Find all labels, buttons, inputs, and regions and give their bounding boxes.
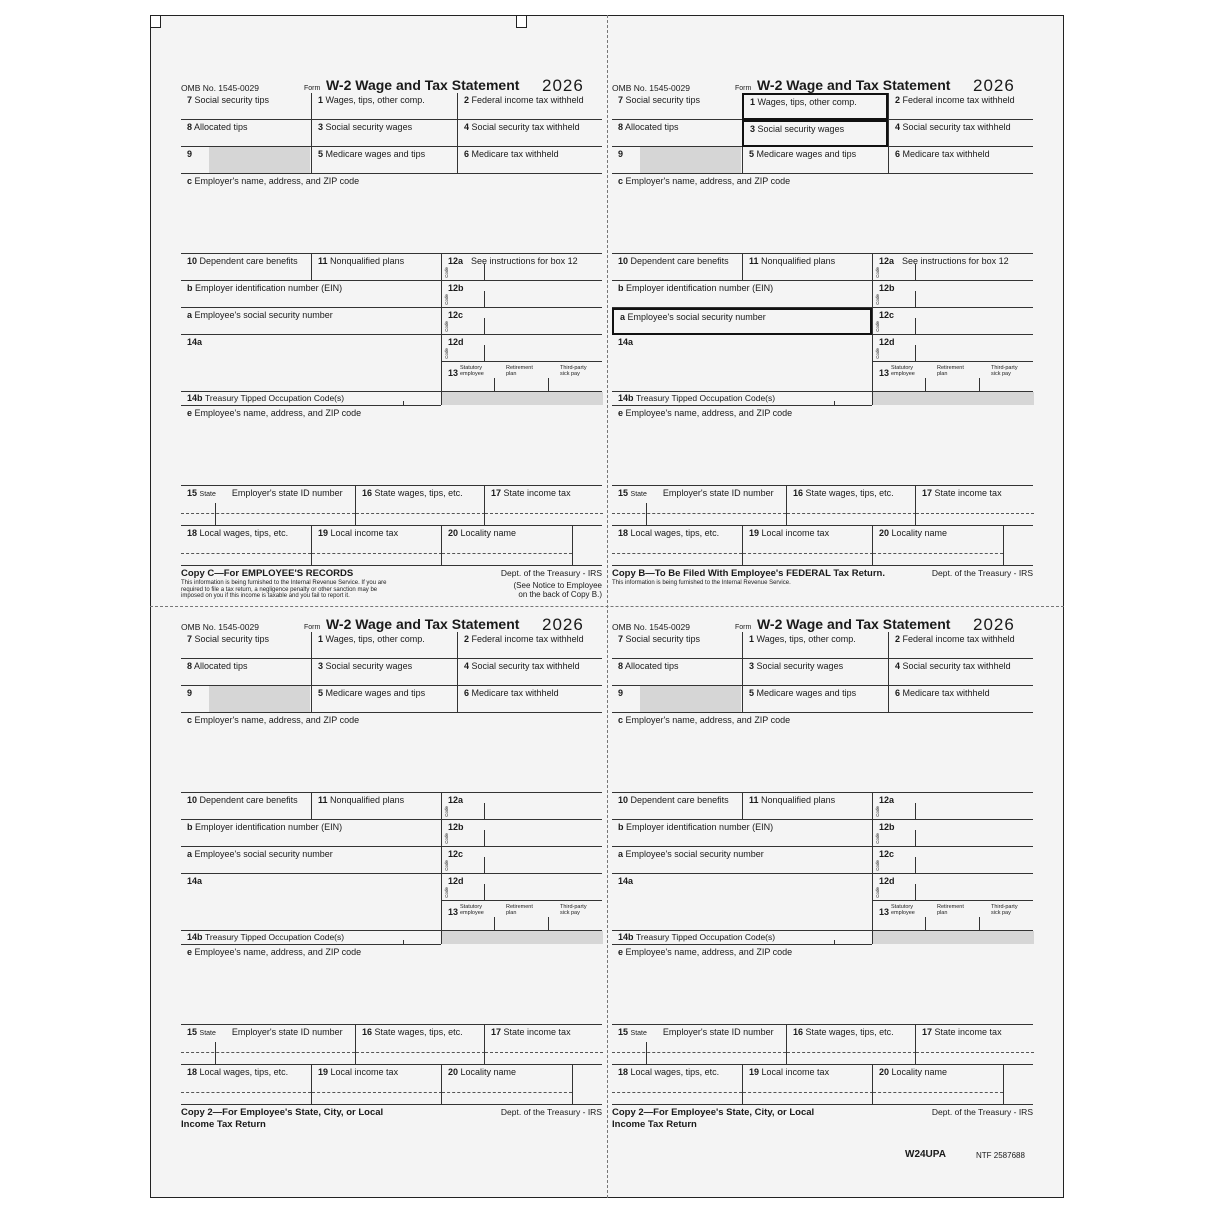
field-box-19[interactable]: 19 Local income tax	[742, 1065, 872, 1105]
field-box-10[interactable]: 10 Dependent care benefits	[181, 254, 311, 281]
form-word: Form	[304, 85, 321, 92]
field-box-3[interactable]	[311, 659, 457, 686]
code-side-label: Code	[444, 833, 449, 844]
box-label: 4 Social security tax withheld	[895, 122, 1011, 132]
w2-form-tl	[181, 76, 602, 616]
box-label: 8 Allocated tips	[618, 661, 679, 671]
form-title: W-2 Wage and Tax Statement	[326, 616, 520, 632]
employer-name-box[interactable]: c Employer's name, address, and ZIP code	[612, 174, 1033, 254]
field-box-b[interactable]: b Employer identification number (EIN)	[181, 820, 441, 847]
box-label: 7 Social security tips	[187, 634, 270, 644]
w2-form-tr	[612, 76, 1033, 616]
box-label: 3 Social security wages	[318, 661, 413, 671]
box-label: 9	[187, 149, 193, 159]
field-box-16[interactable]: 16 State wages, tips, etc.	[355, 1025, 484, 1065]
field-box-13[interactable]: 13 Statutory employee Retirement plan Third-party sick pay	[872, 362, 1033, 392]
field-box-5[interactable]	[742, 686, 888, 713]
field-box-11[interactable]: 11 Nonqualified plans	[742, 793, 872, 820]
field-box-18[interactable]: 18 Local wages, tips, etc.	[612, 526, 742, 566]
field-box-2[interactable]	[888, 93, 1033, 120]
dept-treasury: Dept. of the Treasury - IRS	[931, 1107, 1033, 1117]
field-box-1[interactable]	[742, 632, 888, 659]
field-box-11[interactable]: 11 Nonqualified plans	[311, 254, 441, 281]
tax-year: 2026	[542, 615, 584, 634]
corner-mark-left	[150, 15, 161, 28]
field-box-15[interactable]: 15 State Employer's state ID number	[181, 486, 355, 526]
box-label: 4 Social security tax withheld	[464, 661, 580, 671]
field-box-12d[interactable]: 12d	[872, 335, 1033, 362]
box-label: 5 Medicare wages and tips	[318, 149, 426, 159]
box-label: 1 Wages, tips, other comp.	[318, 634, 425, 644]
field-box-1[interactable]	[311, 93, 457, 120]
employee-name-box[interactable]: e Employee's name, address, and ZIP code	[612, 945, 1033, 1025]
field-box-a[interactable]: a Employee's social security number	[612, 308, 872, 335]
field-box-1[interactable]	[311, 632, 457, 659]
field-box-8[interactable]	[181, 120, 311, 147]
field-box-9[interactable]	[612, 686, 742, 713]
form-word: Form	[735, 624, 752, 631]
box-label: 1 Wages, tips, other comp.	[750, 97, 857, 107]
field-box-a[interactable]: a Employee's social security number	[181, 308, 441, 335]
box-label: 5 Medicare wages and tips	[318, 688, 426, 698]
field-box-2[interactable]	[457, 93, 602, 120]
field-box-16[interactable]: 16 State wages, tips, etc.	[786, 1025, 915, 1065]
employer-name-box[interactable]: c Employer's name, address, and ZIP code	[612, 713, 1033, 793]
box-label: 1 Wages, tips, other comp.	[749, 634, 856, 644]
box-label: 6 Medicare tax withheld	[464, 688, 559, 698]
code-side-label: Code	[875, 321, 880, 332]
employee-name-box[interactable]: e Employee's name, address, and ZIP code	[181, 406, 602, 486]
field-box-17[interactable]: 17 State income tax	[915, 1025, 1033, 1065]
field-box-18[interactable]: 18 Local wages, tips, etc.	[612, 1065, 742, 1105]
box-label: 9	[618, 149, 624, 159]
field-box-12a[interactable]: 12a See instructions for box 12	[872, 254, 1033, 281]
field-box-10[interactable]: 10 Dependent care benefits	[181, 793, 311, 820]
field-box-5[interactable]	[742, 147, 888, 174]
field-box-19[interactable]: 19 Local income tax	[311, 1065, 441, 1105]
field-box-4[interactable]	[457, 120, 602, 147]
code-side-label: Code	[444, 860, 449, 871]
code-side-label: Code	[875, 833, 880, 844]
field-box-5[interactable]	[311, 686, 457, 713]
form-word: Form	[735, 85, 752, 92]
box-label: 8 Allocated tips	[187, 661, 248, 671]
field-box-7[interactable]	[181, 632, 311, 659]
field-box-1[interactable]	[742, 93, 888, 120]
ntf-number: NTF 2587688	[976, 1151, 1025, 1160]
field-box-20[interactable]: 20 Locality name	[872, 1065, 1033, 1105]
field-box-a[interactable]: a Employee's social security number	[612, 847, 872, 874]
form-title: W-2 Wage and Tax Statement	[757, 77, 951, 93]
field-box-14b[interactable]: 14b Treasury Tipped Occupation Code(s)	[181, 931, 441, 945]
employer-name-box[interactable]: c Employer's name, address, and ZIP code	[181, 174, 602, 254]
field-box-2[interactable]	[888, 632, 1033, 659]
field-box-15[interactable]: 15 State Employer's state ID number	[181, 1025, 355, 1065]
field-box-14a[interactable]: 14a	[612, 335, 872, 392]
field-box-9[interactable]	[612, 147, 742, 174]
field-box-7[interactable]	[612, 632, 742, 659]
code-side-label: Code	[444, 806, 449, 817]
field-box-3[interactable]	[742, 120, 888, 147]
field-box-6[interactable]	[888, 686, 1033, 713]
field-box-5[interactable]	[311, 147, 457, 174]
field-box-a[interactable]: a Employee's social security number	[181, 847, 441, 874]
field-box-15[interactable]: 15 State Employer's state ID number	[612, 486, 786, 526]
field-box-12b[interactable]: 12b	[872, 820, 1033, 847]
field-box-14b[interactable]: 14b Treasury Tipped Occupation Code(s)	[612, 392, 872, 406]
omb-number: OMB No. 1545-0029	[181, 83, 259, 93]
field-box-13[interactable]: 13 Statutory employee Retirement plan Third-party sick pay	[441, 362, 602, 392]
field-box-8[interactable]	[612, 659, 742, 686]
field-box-6[interactable]	[457, 147, 602, 174]
box-label: 7 Social security tips	[618, 95, 701, 105]
field-box-7[interactable]	[612, 93, 742, 120]
field-box-12c[interactable]: 12c	[872, 847, 1033, 874]
code-side-label: Code	[444, 267, 449, 278]
tax-year: 2026	[542, 76, 584, 95]
box-label: 9	[618, 688, 624, 698]
form-code: W24UPA	[905, 1149, 946, 1160]
field-box-4[interactable]	[888, 659, 1033, 686]
field-box-4[interactable]	[888, 120, 1033, 147]
field-box-12c[interactable]: 12c	[441, 847, 602, 874]
field-box-17[interactable]: 17 State income tax	[484, 486, 602, 526]
omb-number: OMB No. 1545-0029	[181, 622, 259, 632]
field-box-12d[interactable]: 12d	[441, 335, 602, 362]
field-box-15[interactable]: 15 State Employer's state ID number	[612, 1025, 786, 1065]
field-box-20[interactable]: 20 Locality name	[441, 526, 602, 566]
field-box-3[interactable]	[742, 659, 888, 686]
field-box-17[interactable]: 17 State income tax	[484, 1025, 602, 1065]
box-label: 1 Wages, tips, other comp.	[318, 95, 425, 105]
code-side-label: Code	[875, 860, 880, 871]
copy-title: Copy 2—For Employee's State, City, or Local Income Tax Return	[181, 1107, 384, 1130]
field-box-b[interactable]: b Employer identification number (EIN)	[181, 281, 441, 308]
employer-name-box[interactable]: c Employer's name, address, and ZIP code	[181, 713, 602, 793]
code-side-label: Code	[444, 887, 449, 898]
notice-note: (See Notice to Employee on the back of Copy B.)	[513, 581, 602, 599]
field-box-20[interactable]: 20 Locality name	[441, 1065, 602, 1105]
field-box-16[interactable]: 16 State wages, tips, etc.	[786, 486, 915, 526]
form-word: Form	[304, 624, 321, 631]
field-box-13[interactable]: 13 Statutory employee Retirement plan Third-party sick pay	[441, 901, 602, 931]
code-side-label: Code	[875, 806, 880, 817]
field-box-b[interactable]: b Employer identification number (EIN)	[612, 281, 872, 308]
code-side-label: Code	[444, 321, 449, 332]
field-box-12b[interactable]: 12b	[872, 281, 1033, 308]
box-label: 7 Social security tips	[618, 634, 701, 644]
box-label: 3 Social security wages	[749, 661, 844, 671]
field-box-12a[interactable]: 12a See instructions for box 12	[441, 254, 602, 281]
field-box-12d[interactable]: 12d	[441, 874, 602, 901]
field-box-14b[interactable]: 14b Treasury Tipped Occupation Code(s)	[181, 392, 441, 406]
field-box-19[interactable]: 19 Local income tax	[742, 526, 872, 566]
field-box-12b[interactable]: 12b	[441, 281, 602, 308]
field-box-9[interactable]	[181, 147, 311, 174]
form-title: W-2 Wage and Tax Statement	[326, 77, 520, 93]
dept-treasury: Dept. of the Treasury - IRS	[931, 568, 1033, 578]
box-label: 2 Federal income tax withheld	[895, 634, 1015, 644]
box-label: 2 Federal income tax withheld	[464, 95, 584, 105]
field-box-12c[interactable]: 12c	[872, 308, 1033, 335]
field-box-17[interactable]: 17 State income tax	[915, 486, 1033, 526]
dept-treasury: Dept. of the Treasury - IRS	[500, 568, 602, 578]
field-box-12b[interactable]: 12b	[441, 820, 602, 847]
code-side-label: Code	[444, 348, 449, 359]
box-label: 9	[187, 688, 193, 698]
omb-number: OMB No. 1545-0029	[612, 83, 690, 93]
field-box-9[interactable]	[181, 686, 311, 713]
field-box-14a[interactable]: 14a	[181, 874, 441, 931]
field-box-10[interactable]: 10 Dependent care benefits	[612, 793, 742, 820]
field-box-20[interactable]: 20 Locality name	[872, 526, 1033, 566]
box-label: 3 Social security wages	[750, 124, 845, 134]
box-label: 3 Social security wages	[318, 122, 413, 132]
w2-form-bl	[181, 615, 602, 1155]
code-side-label: Code	[875, 267, 880, 278]
field-box-12c[interactable]: 12c	[441, 308, 602, 335]
field-box-6[interactable]	[888, 147, 1033, 174]
field-box-7[interactable]	[181, 93, 311, 120]
field-box-14a[interactable]: 14a	[612, 874, 872, 931]
code-side-label: Code	[875, 887, 880, 898]
box-label: 4 Social security tax withheld	[895, 661, 1011, 671]
field-box-b[interactable]: b Employer identification number (EIN)	[612, 820, 872, 847]
field-box-14b[interactable]: 14b Treasury Tipped Occupation Code(s)	[612, 931, 872, 945]
copy-title: Copy C—For EMPLOYEE'S RECORDS	[181, 568, 354, 579]
field-box-8[interactable]	[612, 120, 742, 147]
employee-name-box[interactable]: e Employee's name, address, and ZIP code	[181, 945, 602, 1025]
field-box-6[interactable]	[457, 686, 602, 713]
field-box-13[interactable]: 13 Statutory employee Retirement plan Third-party sick pay	[872, 901, 1033, 931]
field-box-18[interactable]: 18 Local wages, tips, etc.	[181, 526, 311, 566]
code-side-label: Code	[444, 294, 449, 305]
box-label: 6 Medicare tax withheld	[464, 149, 559, 159]
field-box-11[interactable]: 11 Nonqualified plans	[311, 793, 441, 820]
field-box-12d[interactable]: 12d	[872, 874, 1033, 901]
box-label: 4 Social security tax withheld	[464, 122, 580, 132]
copy-note: This information is being furnished to the Internal Revenue Service. If you are required to file a tax return, a negligence penalty or other sanction may be imposed on you if this income is taxable and you fail to report it.	[181, 580, 387, 599]
field-box-19[interactable]: 19 Local income tax	[311, 526, 441, 566]
code-side-label: Code	[875, 294, 880, 305]
field-box-2[interactable]	[457, 632, 602, 659]
box-label: 7 Social security tips	[187, 95, 270, 105]
copy-title: Copy 2—For Employee's State, City, or Local Income Tax Return	[612, 1107, 815, 1130]
field-box-16[interactable]: 16 State wages, tips, etc.	[355, 486, 484, 526]
field-box-3[interactable]	[311, 120, 457, 147]
corner-mark-right	[516, 15, 527, 28]
box-label: 8 Allocated tips	[618, 122, 679, 132]
field-box-11[interactable]: 11 Nonqualified plans	[742, 254, 872, 281]
field-box-12a[interactable]: 12a	[872, 793, 1033, 820]
box-label: 6 Medicare tax withheld	[895, 149, 990, 159]
box-label: 2 Federal income tax withheld	[895, 95, 1015, 105]
box-label: 5 Medicare wages and tips	[749, 688, 857, 698]
field-box-12a[interactable]: 12a	[441, 793, 602, 820]
box-label: 8 Allocated tips	[187, 122, 248, 132]
field-box-8[interactable]	[181, 659, 311, 686]
employee-name-box[interactable]: e Employee's name, address, and ZIP code	[612, 406, 1033, 486]
field-box-10[interactable]: 10 Dependent care benefits	[612, 254, 742, 281]
w2-form-br	[612, 615, 1033, 1155]
dept-treasury: Dept. of the Treasury - IRS	[500, 1107, 602, 1117]
omb-number: OMB No. 1545-0029	[612, 622, 690, 632]
tax-year: 2026	[973, 76, 1015, 95]
box-label: 6 Medicare tax withheld	[895, 688, 990, 698]
field-box-18[interactable]: 18 Local wages, tips, etc.	[181, 1065, 311, 1105]
form-title: W-2 Wage and Tax Statement	[757, 616, 951, 632]
field-box-14a[interactable]: 14a	[181, 335, 441, 392]
code-side-label: Code	[875, 348, 880, 359]
field-box-4[interactable]	[457, 659, 602, 686]
box-label: 5 Medicare wages and tips	[749, 149, 857, 159]
tax-year: 2026	[973, 615, 1015, 634]
copy-note: This information is being furnished to the Internal Revenue Service.	[612, 580, 791, 586]
copy-title: Copy B—To Be Filed With Employee's FEDERAL Tax Return.	[612, 568, 885, 579]
box-label: 2 Federal income tax withheld	[464, 634, 584, 644]
